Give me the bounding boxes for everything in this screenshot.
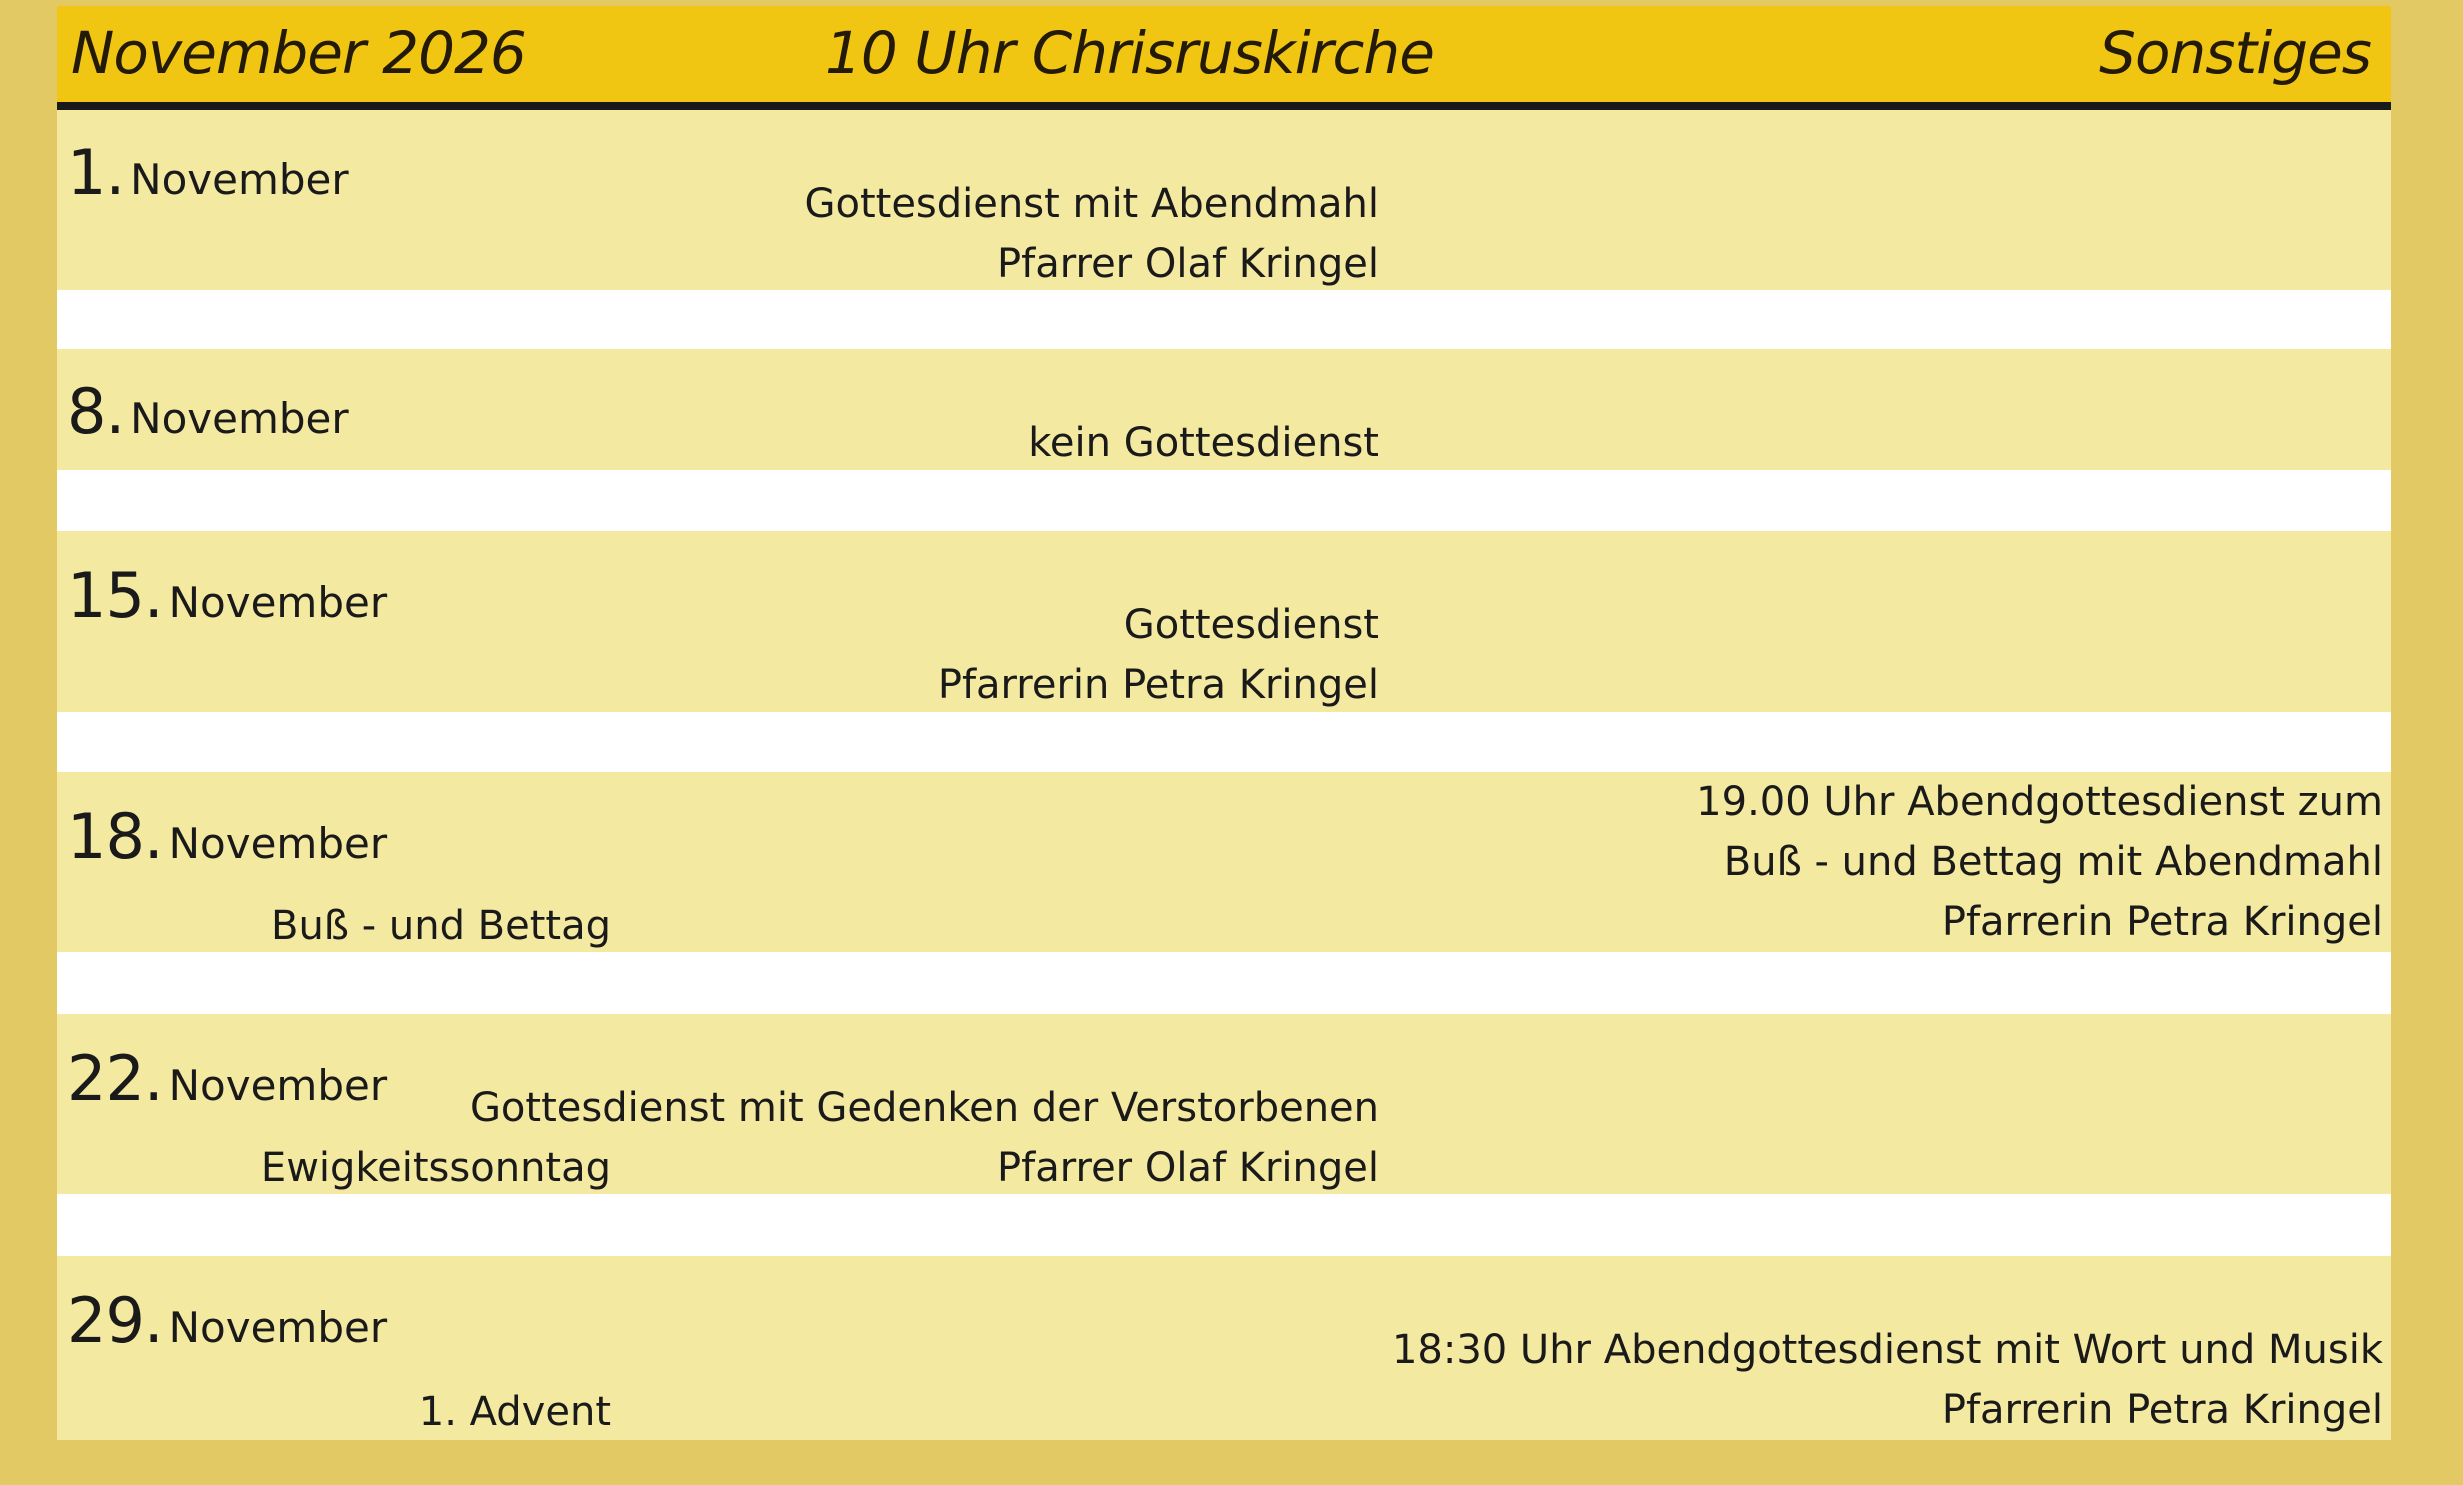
occasion-label: 1. Advent <box>418 1389 611 1435</box>
date <box>67 1042 388 1115</box>
occasion-label: Ewigkeitssonntag <box>260 1145 611 1191</box>
calendar-row-2 <box>57 349 2391 470</box>
church-service <box>1028 413 1379 473</box>
service-line: Pfarrerin Petra Kringel <box>937 662 1379 708</box>
header-month: November 2026 <box>71 19 526 87</box>
date <box>67 375 349 448</box>
day-number: 29. <box>67 1284 163 1357</box>
day-month: November <box>168 1303 388 1352</box>
day-number: 8. <box>67 375 125 448</box>
other-line: 19.00 Uhr Abendgottesdienst zum <box>1696 779 2383 825</box>
service-line: Gottesdienst mit Gedenken der Verstorbenen <box>469 1085 1379 1131</box>
other-line: Buß - und Bettag mit Abendmahl <box>1723 839 2383 885</box>
day-month: November <box>130 394 349 443</box>
calendar-row-5 <box>57 1014 2391 1194</box>
day-month: November <box>168 578 388 627</box>
day-month: November <box>168 819 388 868</box>
other-event <box>1696 772 2383 952</box>
other-line: Pfarrerin Petra Kringel <box>1941 1387 2383 1433</box>
calendar-row-6 <box>57 1256 2391 1440</box>
church-service <box>938 595 1379 715</box>
service-line: Gottesdienst mit Abendmahl <box>804 181 1379 227</box>
header-other: Sonstiges <box>2099 19 2371 87</box>
church-service <box>804 174 1379 294</box>
date <box>67 136 349 209</box>
day-month: November <box>130 155 349 204</box>
calendar-header <box>57 6 2391 112</box>
calendar-sheet <box>57 6 2391 1440</box>
other-event <box>1392 1320 2383 1440</box>
header-church-service: 10 Uhr Chrisruskirche <box>825 19 1434 87</box>
date <box>67 1284 388 1357</box>
calendar-row-3 <box>57 531 2391 712</box>
calendar-row-1 <box>57 110 2391 290</box>
calendar-row-4 <box>57 772 2391 952</box>
date <box>67 559 388 632</box>
service-line: Gottesdienst <box>1123 602 1379 648</box>
occasion-label: Buß - und Bettag <box>271 903 611 949</box>
day-number: 18. <box>67 800 163 873</box>
service-line: Pfarrer Olaf Kringel <box>997 241 1379 287</box>
date <box>67 800 388 873</box>
service-line: Pfarrer Olaf Kringel <box>997 1145 1379 1191</box>
day-number: 1. <box>67 136 125 209</box>
church-service <box>470 1078 1379 1198</box>
day-month: November <box>168 1061 388 1110</box>
day-number: 22. <box>67 1042 163 1115</box>
other-line: 18:30 Uhr Abendgottesdienst mit Wort und Musik <box>1391 1327 2383 1373</box>
service-line: kein Gottesdienst <box>1028 420 1379 466</box>
day-number: 15. <box>67 559 163 632</box>
other-line: Pfarrerin Petra Kringel <box>1941 899 2383 945</box>
